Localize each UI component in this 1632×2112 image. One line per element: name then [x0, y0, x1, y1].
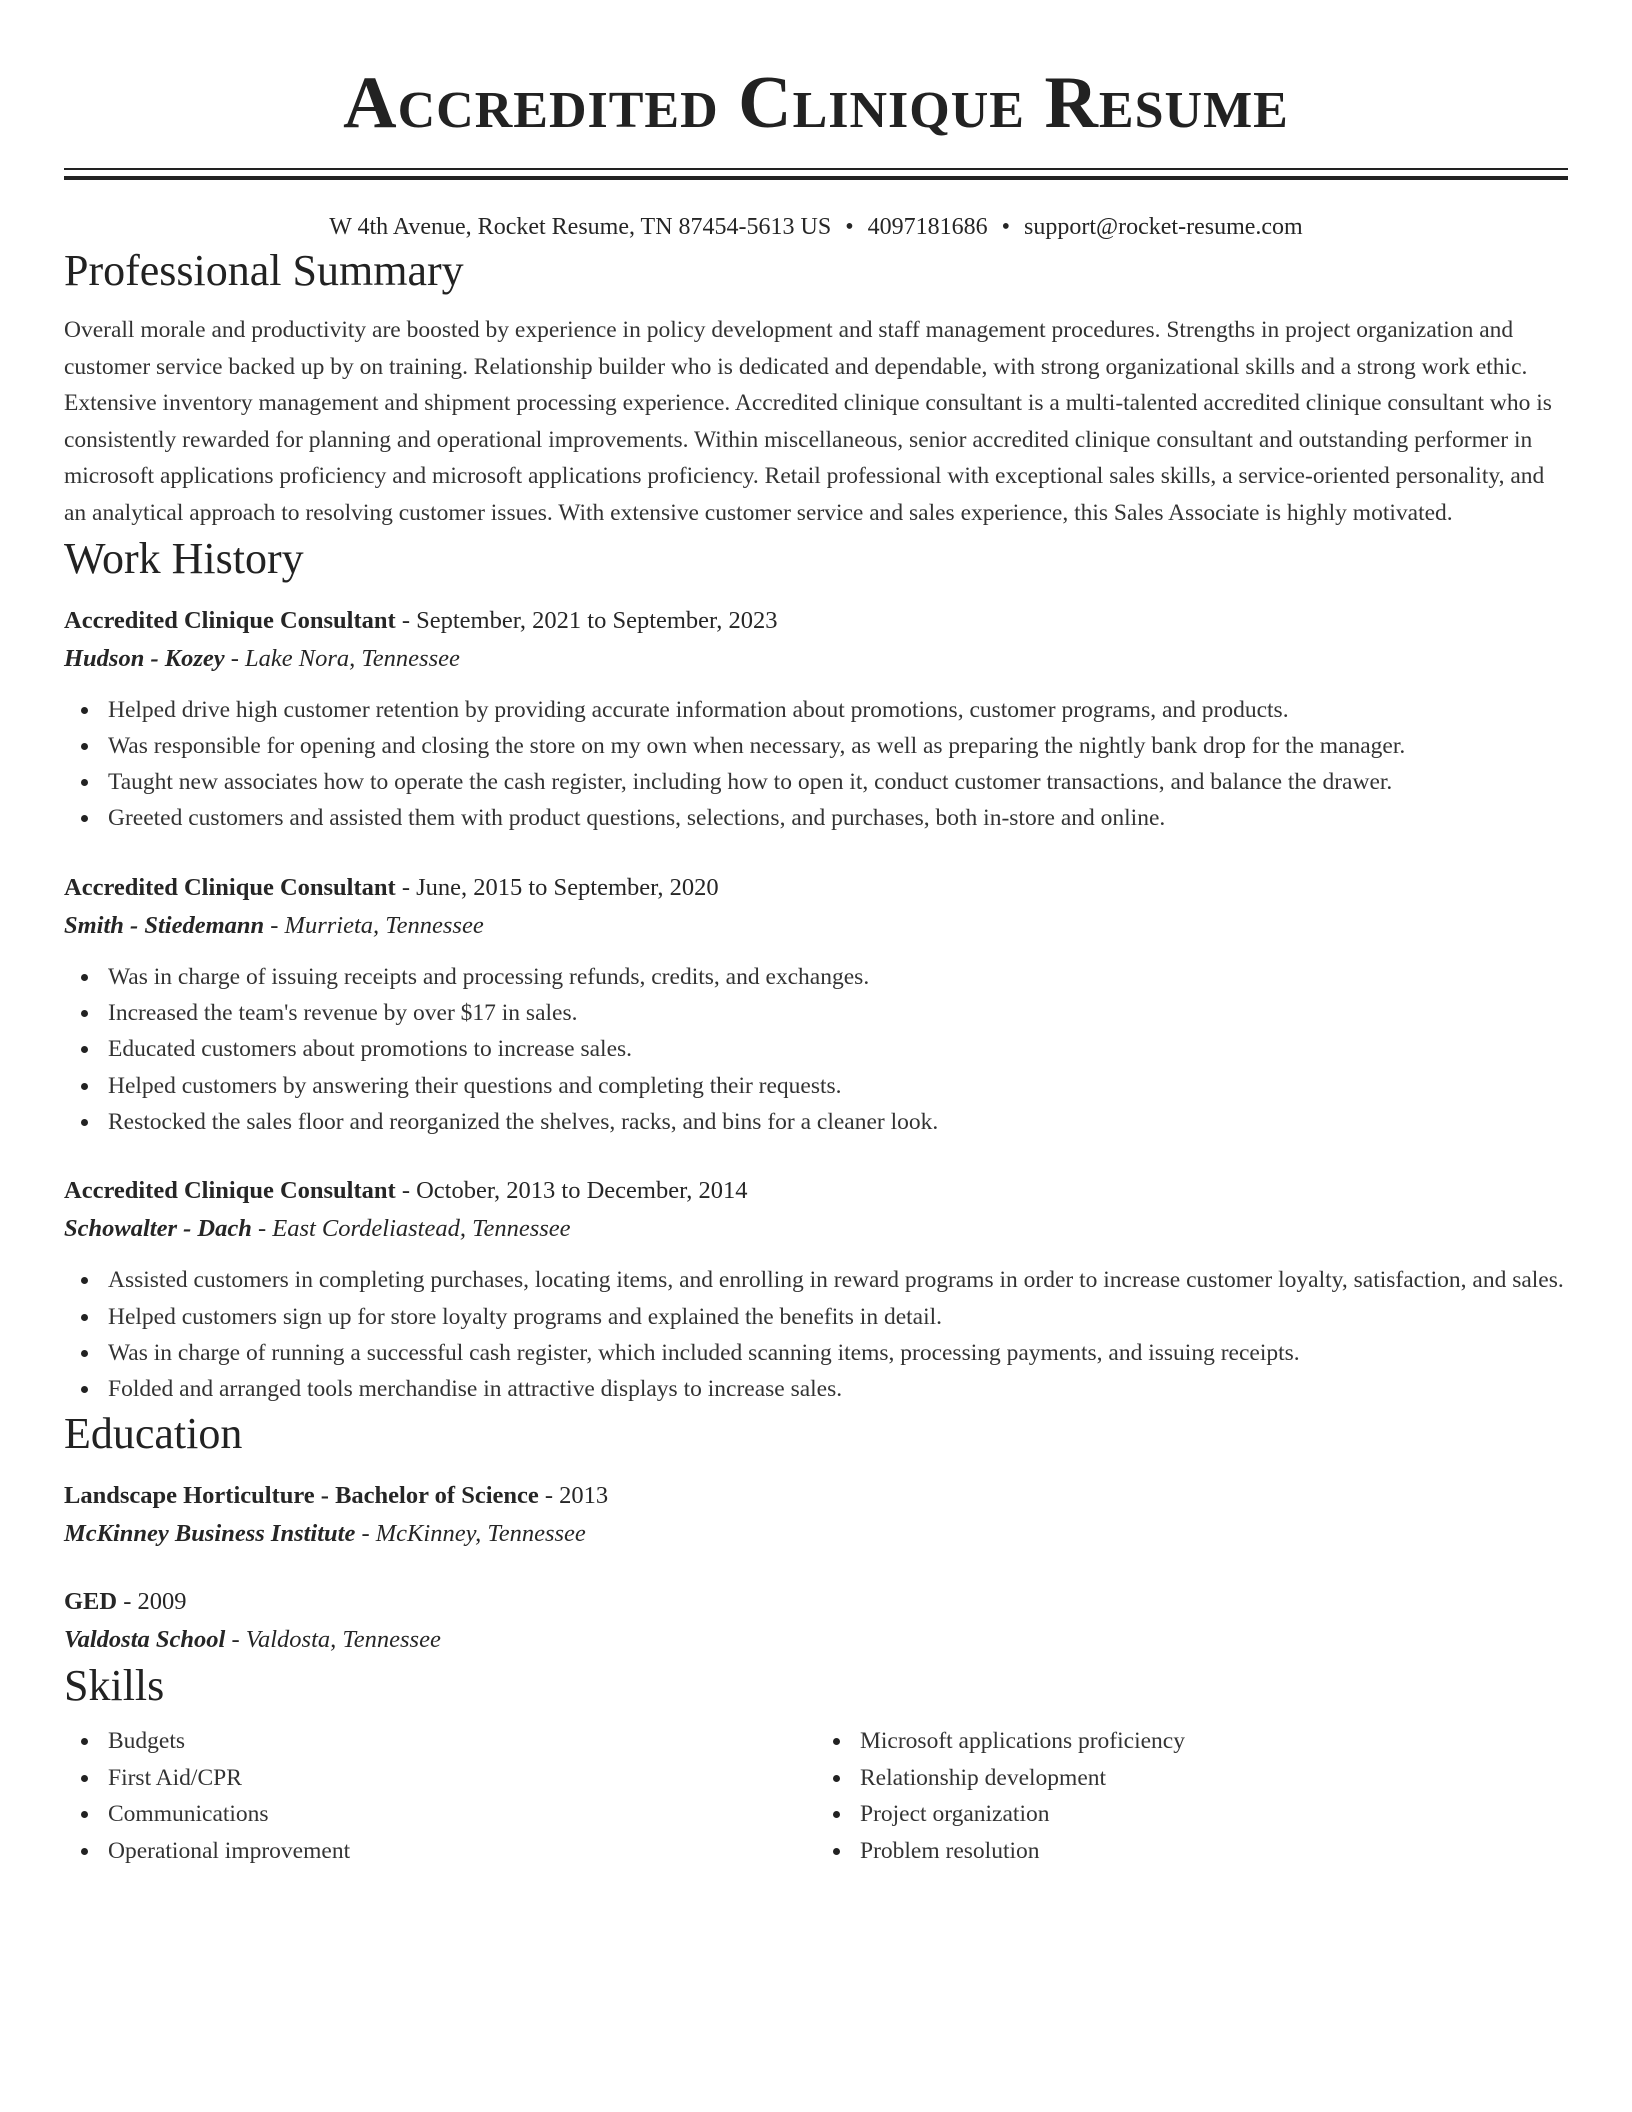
skill-item: Operational improvement: [108, 1833, 816, 1870]
list-item: Taught new associates how to operate the cash register, including how to open it, conduct customer transactions, and balance the drawer.: [108, 764, 1568, 800]
job-title: Accredited Clinique Consultant: [64, 1177, 396, 1205]
work-history-heading: Work History: [64, 533, 304, 583]
contact-separator: •: [845, 214, 854, 240]
employer-name: Smith - Stiedemann: [64, 911, 265, 939]
bullet-icon: [81, 1738, 88, 1745]
skill-item: Communications: [108, 1796, 816, 1833]
bullet-icon: [81, 1277, 88, 1284]
bullet-icon: [81, 1386, 88, 1393]
contact-separator: •: [1001, 214, 1011, 240]
job-entry: [64, 602, 1568, 837]
employer-line: [64, 640, 1568, 678]
resume-title: Accredited Clinique Resume: [343, 62, 1289, 144]
contact-line: [64, 210, 1568, 244]
degree-line: [64, 1477, 1568, 1515]
skill-item: Budgets: [108, 1723, 816, 1760]
school-name: Valdosta School: [64, 1626, 226, 1654]
skills-list-right: [816, 1723, 1568, 1869]
bullet-icon: [833, 1738, 840, 1745]
bullet-icon: [81, 815, 88, 822]
job-duties-list: [64, 692, 1568, 837]
job-title-line: [64, 602, 1568, 640]
list-item: Was responsible for opening and closing the store on my own when necessary, as well as preparing the nightly bank drop for the manager.: [108, 728, 1568, 764]
school-location: - Valdosta, Tennessee: [225, 1626, 441, 1654]
graduation-year: - 2013: [538, 1482, 609, 1510]
employer-line: [64, 907, 1568, 945]
bullet-icon: [833, 1848, 840, 1855]
school-line: [64, 1515, 1568, 1553]
list-item: Assisted customers in completing purchases, locating items, and enrolling in reward programs in order to increase customer loyalty, satisfaction, and sales.: [108, 1262, 1568, 1298]
employer-location: - Murrieta, Tennessee: [264, 911, 484, 939]
bullet-icon: [81, 779, 88, 786]
bullet-icon: [81, 1350, 88, 1357]
job-dates: - October, 2013 to December, 2014: [395, 1177, 748, 1205]
list-item: Educated customers about promotions to increase sales.: [108, 1031, 1568, 1067]
job-title: Accredited Clinique Consultant: [64, 606, 396, 634]
job-entry: [64, 869, 1568, 1140]
title-divider: [64, 168, 1568, 180]
bullet-icon: [81, 1119, 88, 1126]
bullet-icon: [833, 1775, 840, 1782]
bullet-icon: [81, 1010, 88, 1017]
job-title-line: [64, 1172, 1568, 1210]
bullet-icon: [81, 743, 88, 750]
job-dates: - September, 2021 to September, 2023: [395, 606, 778, 634]
job-duties-list: [64, 959, 1568, 1140]
contact-address: W 4th Avenue, Rocket Resume, TN 87454-5613 US: [329, 214, 832, 240]
divider-thick-line: [64, 176, 1568, 180]
employer-location: - East Cordeliastead, Tennessee: [251, 1215, 571, 1243]
contact-email: support@rocket-resume.com: [1024, 214, 1303, 240]
bullet-icon: [81, 707, 88, 714]
employer-location: - Lake Nora, Tennessee: [224, 644, 460, 672]
skills-grid: [64, 1723, 1568, 1869]
employer-name: Hudson - Kozey: [64, 644, 225, 672]
skill-item: Microsoft applications proficiency: [860, 1723, 1568, 1760]
degree-line: [64, 1583, 1568, 1621]
job-dates: - June, 2015 to September, 2020: [395, 873, 719, 901]
summary-heading: Professional Summary: [64, 246, 464, 295]
employer-name: Schowalter - Dach: [64, 1215, 252, 1243]
list-item: Increased the team's revenue by over $17 in sales.: [108, 995, 1568, 1031]
list-item: Was in charge of issuing receipts and processing refunds, credits, and exchanges.: [108, 959, 1568, 995]
employer-line: [64, 1210, 1568, 1248]
skills-heading: Skills: [64, 1661, 165, 1711]
skill-item: Problem resolution: [860, 1833, 1568, 1870]
skill-item: First Aid/CPR: [108, 1760, 816, 1797]
resume-page: [64, 0, 1568, 1869]
school-name: McKinney Business Institute: [64, 1520, 356, 1548]
skills-list-left: [64, 1723, 816, 1869]
bullet-icon: [81, 1848, 88, 1855]
skill-item: Project organization: [860, 1796, 1568, 1833]
list-item: Was in charge of running a successful cash register, which included scanning items, processing payments, and issuing receipts.: [108, 1335, 1568, 1371]
bullet-icon: [833, 1811, 840, 1818]
degree-name: Landscape Horticulture - Bachelor of Science: [64, 1482, 539, 1510]
list-item: Greeted customers and assisted them with product questions, selections, and purchases, both in-store and online.: [108, 800, 1568, 836]
bullet-icon: [81, 1314, 88, 1321]
bullet-icon: [81, 1811, 88, 1818]
job-duties-list: [64, 1262, 1568, 1407]
education-entry: [64, 1583, 1568, 1659]
education-entry: [64, 1477, 1568, 1553]
bullet-icon: [81, 1046, 88, 1053]
education-heading: Education: [64, 1409, 243, 1459]
list-item: Helped customers by answering their questions and completing their requests.: [108, 1068, 1568, 1104]
school-line: [64, 1621, 1568, 1659]
job-title: Accredited Clinique Consultant: [64, 873, 396, 901]
bullet-icon: [81, 1083, 88, 1090]
summary-text: Overall morale and productivity are boosted by experience in policy development and staff management procedures. Strengths in project organization and customer service backed up by on training. Relationship builder who is dedicated and dependable, with strong organizational skills and a strong work ethic. Extensive inventory management and shipment processing experience. Accredited clinique consultant is a multi-talented accredited clinique consultant who is consistently rewarded for planning and operational improvements. Within miscellaneous, senior accredited clinique consultant and outstanding performer in microsoft applications proficiency and microsoft applications proficiency. Retail professional with exceptional sales skills, a service-oriented personality, and an analytical approach to resolving customer issues. With extensive customer service and sales experience, this Sales Associate is highly motivated.: [64, 317, 1552, 526]
contact-phone: 4097181686: [867, 214, 988, 240]
bullet-icon: [81, 1775, 88, 1782]
divider-thin-line: [64, 168, 1568, 170]
list-item: Helped customers sign up for store loyalty programs and explained the benefits in detail.: [108, 1299, 1568, 1335]
job-entry: [64, 1172, 1568, 1407]
degree-name: GED: [64, 1588, 118, 1616]
list-item: Restocked the sales floor and reorganized the shelves, racks, and bins for a cleaner look.: [108, 1104, 1568, 1140]
job-title-line: [64, 869, 1568, 907]
graduation-year: - 2009: [117, 1588, 187, 1616]
list-item: Helped drive high customer retention by providing accurate information about promotions, customer programs, and products.: [108, 692, 1568, 728]
school-location: - McKinney, Tennessee: [355, 1520, 586, 1548]
skill-item: Relationship development: [860, 1760, 1568, 1797]
bullet-icon: [81, 974, 88, 981]
list-item: Folded and arranged tools merchandise in attractive displays to increase sales.: [108, 1371, 1568, 1407]
